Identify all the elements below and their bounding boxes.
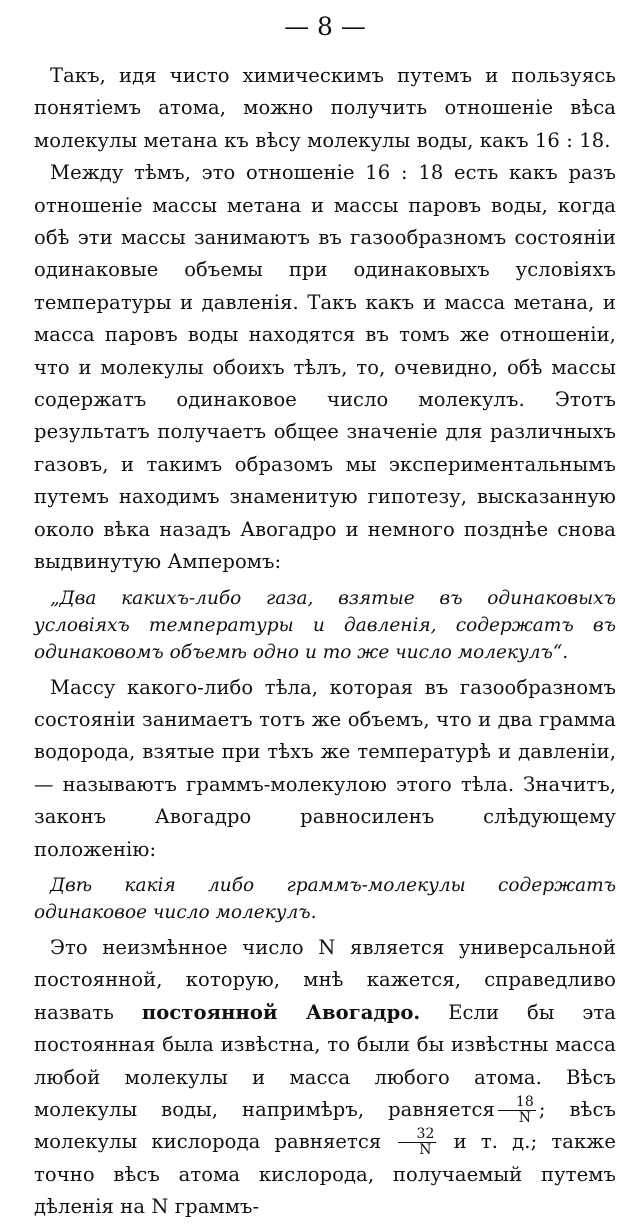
- fraction-oxygen-numerator: 32: [398, 1127, 436, 1143]
- p4-text-e: и т. д.; также точно вѣсъ атома кислорода, получаемый путемъ дѣленiя на N граммъ-: [34, 1130, 616, 1219]
- quote-avogadro: „Два какихъ-либо газа, взятые въ одинаковыхъ условiяхъ температуры и давленiя, содержатъ въ одинаковомъ объемѣ одно и то же число молекулъ“.: [34, 587, 616, 663]
- page-number: — 8 —: [284, 12, 366, 41]
- p4-text-a: Это неизмѣнное число N является универсальной постоянной, которую, мнѣ кажется, справедливо назвать: [34, 935, 616, 1024]
- fraction-oxygen: [398, 1127, 436, 1158]
- fraction-water-denominator: N: [518, 1109, 532, 1126]
- avogadro-constant-term: постоянной Авогадро.: [141, 1000, 421, 1024]
- paragraph-2: Между тѣмъ, это отношенiе 16 : 18 есть какъ разъ отношенiе массы метана и массы паровъ воды, когда обѣ эти массы занимаютъ въ газообразномъ состоянiи одинаковые объемы при одинаковыхъ условiяхъ температуры и давленiя. Такъ какъ и масса метана, и масса паровъ воды находятся въ томъ же отношенiи, что и молекулы обоихъ тѣлъ, то, очевидно, обѣ массы содержатъ одинаковое число молекулъ. Этотъ результатъ получаетъ общее значенiе для различныхъ газовъ, и такимъ образомъ мы экспериментальнымъ путемъ находимъ знаменитую гипотезу, высказанную около вѣка назадъ Авогадро и немного позднѣе снова выдвинутую Амперомъ:: [34, 161, 616, 574]
- p4-text-c: Если бы эта постоянная была извѣстна, то были бы извѣстны масса любой молекулы и масса любого атома. Вѣсъ молекулы воды, напримѣръ, равняется: [34, 1000, 616, 1121]
- paragraph-3: Массу какого-либо тѣла, которая въ газообразномъ состоянiи занимаетъ тотъ же объемъ, что и два грамма водорода, взятые при тѣхъ же температурѣ и давленiи,— называютъ граммъ-молекулою этого тѣла. Значитъ, законъ Авогадро равносиленъ слѣдующему положенiю:: [34, 675, 616, 861]
- fraction-oxygen-denominator: N: [419, 1142, 432, 1159]
- p4-text-d: ; вѣсъ молекулы кислорода равняется: [34, 1097, 616, 1154]
- fraction-water: [498, 1095, 536, 1126]
- fraction-water-numerator: 18: [498, 1095, 536, 1111]
- paragraph-1: Такъ, идя чисто химическимъ путемъ и пользуясь понятiемъ атома, можно получить отношенiе вѣса молекулы метана къ вѣсу молекулы воды, какъ 16 : 18.: [34, 64, 616, 152]
- quote-gram-molecule: Двѣ какiя либо граммъ-молекулы содержатъ одинаковое число молекулъ.: [34, 874, 616, 923]
- paragraph-4: [34, 932, 616, 1224]
- document-page: [34, 10, 616, 1224]
